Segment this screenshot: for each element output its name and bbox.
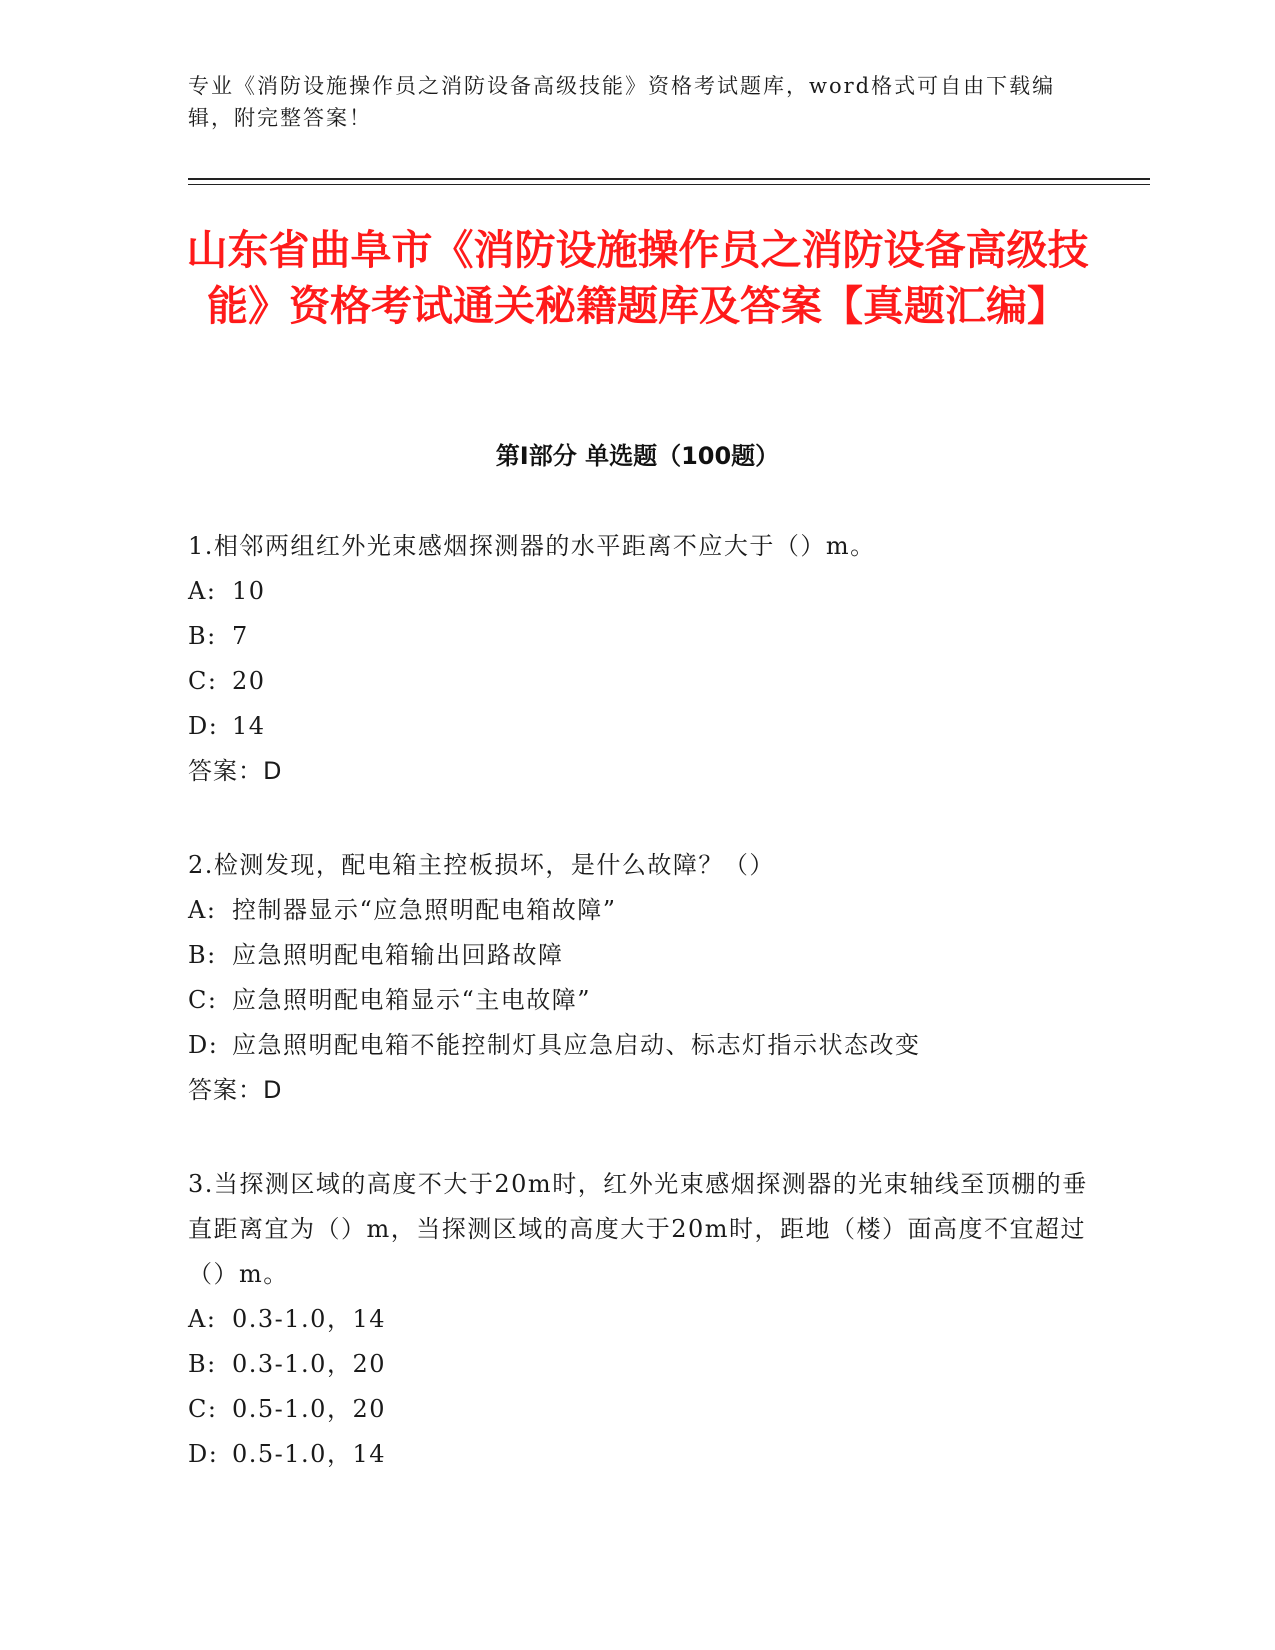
option-label: D: [188, 1440, 219, 1468]
option-a [188, 888, 1088, 933]
option-d [188, 704, 1088, 749]
option-text: 0.3-1.0，14 [232, 1305, 386, 1333]
option-text: 0.3-1.0，20 [232, 1350, 386, 1378]
option-label: C: [188, 667, 218, 695]
option-label: A: [188, 577, 217, 605]
answer: 答案：D [188, 1076, 283, 1104]
document-title: 山东省曲阜市《消防设施操作员之消防设备高级技能》资格考试通关秘籍题库及答案【真题汇编】 [186, 226, 1089, 330]
option-text: 应急照明配电箱输出回路故障 [232, 941, 564, 969]
option-text: 应急照明配电箱显示“主电故障” [232, 986, 592, 1014]
option-label: D: [188, 712, 219, 740]
option-c [188, 659, 1088, 704]
question-stem: 3.当探测区域的高度不大于20m时，红外光束感烟探测器的光束轴线至顶棚的垂直距离宜为（）m，当探测区域的高度大于20m时，距地（楼）面高度不宜超过（）m。 [188, 1170, 1088, 1288]
question-stem: 1.相邻两组红外光束感烟探测器的水平距离不应大于（）m。 [188, 532, 876, 560]
option-label: C: [188, 986, 218, 1014]
option-label: A: [188, 896, 217, 924]
option-label: B: [188, 622, 217, 650]
answer: 答案：D [188, 757, 283, 785]
header-note: 专业《消防设施操作员之消防设备高级技能》资格考试题库，word格式可自由下载编辑，附完整答案！ [188, 74, 1056, 130]
section-title: 第Ⅰ部分 单选题（100题） [495, 442, 780, 470]
question-1 [188, 524, 1088, 794]
option-text: 10 [232, 577, 266, 605]
question-2 [188, 843, 1088, 1113]
option-b [188, 1342, 1088, 1387]
option-b [188, 614, 1088, 659]
question-stem: 2.检测发现，配电箱主控板损坏，是什么故障？（） [188, 851, 775, 879]
option-text: 14 [232, 712, 266, 740]
option-label: D: [188, 1031, 219, 1059]
option-text: 0.5-1.0，20 [232, 1395, 386, 1423]
option-label: B: [188, 941, 217, 969]
option-text: 7 [232, 622, 249, 650]
option-d [188, 1432, 1088, 1477]
header-rule-thin [188, 184, 1150, 185]
option-text: 20 [232, 667, 266, 695]
option-a [188, 1297, 1088, 1342]
option-b [188, 933, 1088, 978]
option-label: B: [188, 1350, 217, 1378]
option-d [188, 1023, 1088, 1068]
header-rule-thick [188, 178, 1150, 180]
option-text: 应急照明配电箱不能控制灯具应急启动、标志灯指示状态改变 [232, 1031, 921, 1059]
option-c [188, 1387, 1088, 1432]
option-label: C: [188, 1395, 218, 1423]
question-3 [188, 1162, 1088, 1477]
option-text: 0.5-1.0，14 [232, 1440, 386, 1468]
option-c [188, 978, 1088, 1023]
option-a [188, 569, 1088, 614]
option-label: A: [188, 1305, 217, 1333]
option-text: 控制器显示“应急照明配电箱故障” [232, 896, 617, 924]
